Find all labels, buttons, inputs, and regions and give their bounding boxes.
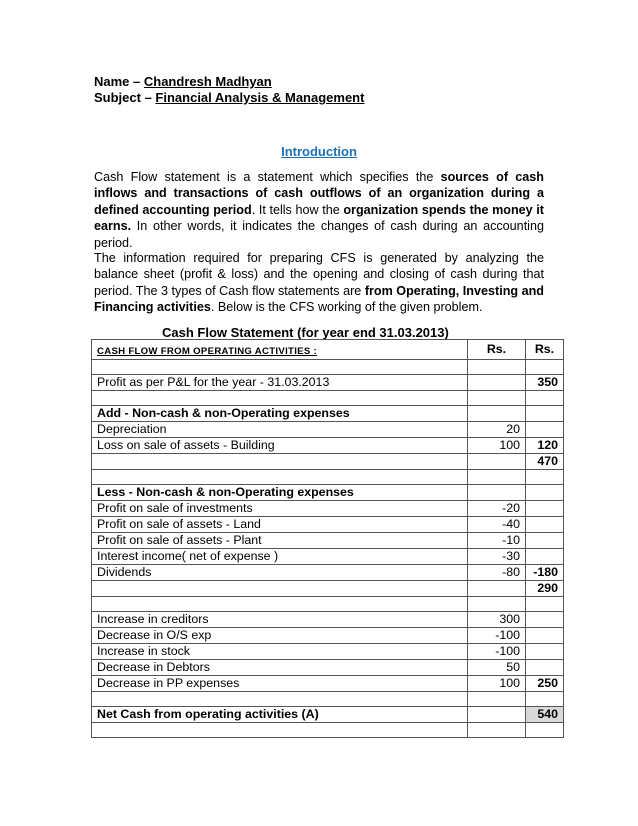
subject-value: Financial Analysis & Management (155, 90, 365, 105)
row-total: 540 (526, 707, 564, 723)
table-row (92, 723, 564, 738)
row-description: Dividends (92, 565, 468, 581)
paragraph-text-run: . It tells how the (251, 202, 344, 217)
row-amount (468, 597, 526, 612)
row-total: 470 (526, 454, 564, 470)
row-amount: -20 (468, 501, 526, 517)
row-description: Profit on sale of assets - Plant (92, 533, 468, 549)
table-row (92, 360, 564, 375)
row-amount (468, 360, 526, 375)
row-amount: -30 (468, 549, 526, 565)
table-row (92, 533, 564, 549)
row-total (526, 406, 564, 422)
row-total (526, 549, 564, 565)
table-row (92, 676, 564, 692)
row-total (526, 533, 564, 549)
row-total (526, 470, 564, 485)
table-row (92, 597, 564, 612)
table-row (92, 391, 564, 406)
intro-paragraph-2 (94, 250, 544, 316)
row-description (92, 391, 468, 406)
row-amount: 50 (468, 660, 526, 676)
row-amount (468, 485, 526, 501)
row-total: 250 (526, 676, 564, 692)
row-total (526, 422, 564, 438)
row-description: Profit on sale of investments (92, 501, 468, 517)
row-description: Interest income( net of expense ) (92, 549, 468, 565)
row-description: Net Cash from operating activities (A) (92, 707, 468, 723)
name-value: Chandresh Madhyan (143, 74, 272, 89)
row-amount: -100 (468, 628, 526, 644)
row-description (92, 692, 468, 707)
table-header-row (92, 340, 564, 360)
paragraph-text-run: sources of cash inflows and transactions of cash outflows of an organization during a defined accounting period (94, 170, 544, 217)
table-row (92, 628, 564, 644)
table-row (92, 470, 564, 485)
row-total (526, 360, 564, 375)
row-amount: -80 (468, 565, 526, 581)
row-amount (468, 391, 526, 406)
row-total (526, 485, 564, 501)
row-description: Decrease in O/S exp (92, 628, 468, 644)
row-description: Loss on sale of assets - Building (92, 438, 468, 454)
row-amount (468, 454, 526, 470)
row-amount (468, 581, 526, 597)
header-rs-2: Rs. (526, 340, 564, 360)
row-amount (468, 723, 526, 738)
table-row (92, 707, 564, 723)
header-rs-1: Rs. (468, 340, 526, 360)
table-row (92, 438, 564, 454)
row-description: Add - Non-cash & non-Operating expenses (92, 406, 468, 422)
table-row (92, 612, 564, 628)
row-total (526, 723, 564, 738)
table-row (92, 692, 564, 707)
introduction-heading: Introduction (281, 144, 357, 159)
row-amount (468, 692, 526, 707)
row-description: Increase in stock (92, 644, 468, 660)
row-description: Decrease in PP expenses (92, 676, 468, 692)
table-row (92, 565, 564, 581)
row-total (526, 501, 564, 517)
table-row (92, 454, 564, 470)
row-description: Decrease in Debtors (92, 660, 468, 676)
subject-label: Subject – (94, 90, 156, 105)
paragraph-text-run: from Operating, Investing and Financing activities (94, 283, 544, 315)
row-total (526, 660, 564, 676)
table-row (92, 501, 564, 517)
table-row (92, 517, 564, 533)
paragraph-text-run: Cash Flow statement is a statement which specifies the (94, 170, 441, 184)
row-total: -180 (526, 565, 564, 581)
row-total (526, 628, 564, 644)
paragraph-text-run: . Below is the CFS working of the given problem. (210, 300, 483, 315)
table-row (92, 485, 564, 501)
table-row (92, 644, 564, 660)
table-row (92, 660, 564, 676)
row-total: 290 (526, 581, 564, 597)
table-row (92, 549, 564, 565)
cash-flow-table (91, 339, 564, 738)
intro-paragraph-1 (94, 169, 544, 251)
row-amount: 20 (468, 422, 526, 438)
row-amount: 100 (468, 438, 526, 454)
table-row (92, 406, 564, 422)
row-description: Less - Non-cash & non-Operating expenses (92, 485, 468, 501)
paragraph-text-run: In other words, it indicates the changes of cash during an accounting period. (94, 219, 544, 250)
row-amount (468, 406, 526, 422)
row-total (526, 597, 564, 612)
row-description: Increase in creditors (92, 612, 468, 628)
row-amount: -40 (468, 517, 526, 533)
row-amount (468, 375, 526, 391)
row-description (92, 360, 468, 375)
row-description: Depreciation (92, 422, 468, 438)
subject-line (94, 90, 364, 105)
row-description: Profit on sale of assets - Land (92, 517, 468, 533)
row-description (92, 470, 468, 485)
table-row (92, 422, 564, 438)
row-amount (468, 470, 526, 485)
paragraph-text-run: The information required for preparing CFS is generated by analyzing the balance sheet (profit & loss) and the opening and closing of cash during that period. The 3 types of Cash flow statements are (94, 251, 544, 298)
row-amount: -100 (468, 644, 526, 660)
row-description: Profit as per P&L for the year - 31.03.2013 (92, 375, 468, 391)
row-amount: 100 (468, 676, 526, 692)
row-total (526, 692, 564, 707)
row-total (526, 612, 564, 628)
row-total: 120 (526, 438, 564, 454)
row-total (526, 517, 564, 533)
row-total (526, 644, 564, 660)
table-row (92, 375, 564, 391)
row-description (92, 723, 468, 738)
header-description: CASH FLOW FROM OPERATING ACTIVITIES : (92, 340, 468, 360)
row-amount (468, 707, 526, 723)
paragraph-text-run: organization spends the money it earns. (94, 202, 545, 234)
row-amount: 300 (468, 612, 526, 628)
table-row (92, 581, 564, 597)
name-label: Name – (94, 74, 144, 89)
row-amount: -10 (468, 533, 526, 549)
row-description (92, 597, 468, 612)
row-total (526, 391, 564, 406)
row-description (92, 454, 468, 470)
row-total: 350 (526, 375, 564, 391)
row-description (92, 581, 468, 597)
name-line (94, 74, 272, 89)
cfs-table-title: Cash Flow Statement (for year end 31.03.2013) (162, 325, 449, 340)
